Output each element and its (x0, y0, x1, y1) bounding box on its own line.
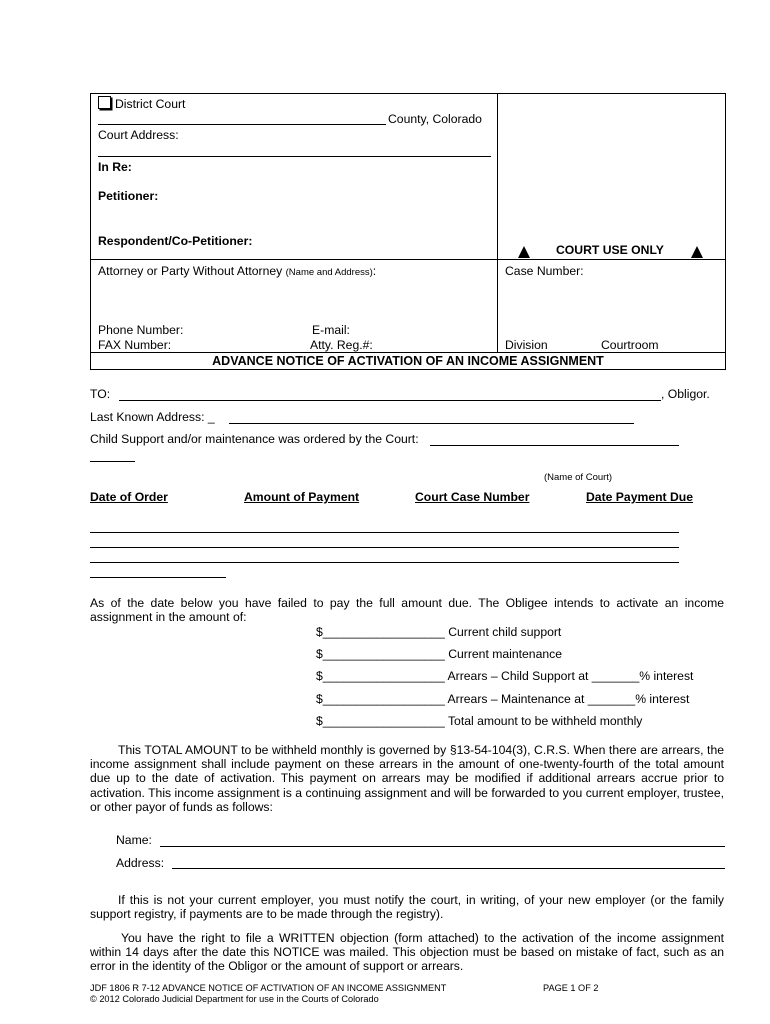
child-support-ordered-label: Child Support and/or maintenance was ordered by the Court: (90, 432, 419, 446)
petitioner-label: Petitioner: (98, 189, 159, 203)
caption-divider-vertical (497, 93, 498, 352)
amount-row[interactable] (316, 647, 562, 661)
amount-row[interactable] (316, 692, 689, 706)
triangle-up-icon (518, 246, 530, 258)
footer-page: PAGE 1 OF 2 (543, 983, 599, 993)
form-title: ADVANCE NOTICE OF ACTIVATION OF AN INCOME ASSIGNMENT (212, 354, 604, 368)
order-line-2[interactable] (90, 547, 679, 548)
order-line-1[interactable] (90, 532, 679, 533)
total-amount-paragraph: This TOTAL AMOUNT to be withheld monthly is governed by §13-54-104(3), C.R.S. When there are arrears, the income assignment shall include payment on these arrears in the amount of one-twenty-fourth of the total amount due up to the date of activation. This payment on arrears may be modified if additional arrears accrue prior to activation. This income assignment is a continuing assignment and will be forwarded to you current employer, trustee, or other payor of funds as follows: (90, 743, 724, 814)
checkbox-icon[interactable] (98, 96, 111, 109)
case-number-label: Case Number: (505, 264, 584, 278)
amount-blank[interactable]: $__________________ (316, 625, 445, 639)
court-address-label: Court Address: (98, 128, 179, 142)
district-court-option[interactable] (98, 96, 185, 111)
attorney-colon: : (372, 264, 377, 278)
court-use-only-label: COURT USE ONLY (556, 243, 664, 257)
fax-label: FAX Number: (98, 338, 172, 352)
county-line[interactable] (98, 124, 386, 125)
obligor-label: , Obligor. (661, 387, 710, 401)
employer-name-line[interactable] (160, 846, 725, 847)
division-label: Division (505, 338, 548, 352)
last-known-address-label: Last Known Address: _ (90, 410, 215, 424)
order-line-4[interactable] (90, 577, 226, 578)
to-label: TO: (90, 387, 111, 401)
court-use-left-arrow (518, 246, 530, 261)
to-line[interactable] (119, 400, 661, 401)
employer-name-label: Name: (116, 833, 152, 847)
amount-label: Arrears – Maintenance at _______% interest (447, 692, 690, 706)
amount-blank[interactable]: $__________________ (316, 669, 445, 683)
amount-label: Current child support (448, 625, 562, 639)
last-known-address-line[interactable] (229, 423, 634, 424)
failed-to-pay-paragraph: As of the date below you have failed to pay the full amount due. The Obligee intends to activate an income assignment in the amount of: (90, 596, 724, 625)
amount-label: Arrears – Child Support at _______% interest (447, 669, 694, 683)
header-amount-of-payment: Amount of Payment (244, 490, 360, 504)
phone-label: Phone Number: (98, 323, 184, 337)
email-label: E-mail: (312, 323, 350, 337)
header-date-payment-due: Date Payment Due (586, 490, 694, 504)
in-re-label: In Re: (98, 160, 132, 174)
amount-row[interactable] (316, 625, 561, 639)
header-court-case-number: Court Case Number (415, 490, 530, 504)
caption-divider-1 (90, 259, 726, 260)
caption-box (90, 93, 726, 370)
respondent-label: Respondent/Co-Petitioner: (98, 234, 253, 248)
objection-paragraph: You have the right to file a WRITTEN objection (form attached) to the activation of the income assignment within 14 days after the date this NOTICE was mailed. This objection must be based on mistake of fact, such as an error in the identity of the Obligor or the amount of support or arrears. (90, 931, 724, 974)
caption-divider-2 (90, 352, 726, 353)
triangle-up-icon (691, 246, 703, 258)
attorney-text: Attorney or Party Without Attorney (98, 264, 283, 278)
attorney-small-text: (Name and Address) (285, 267, 373, 278)
header-date-of-order: Date of Order (90, 490, 168, 504)
notify-paragraph: If this is not your current employer, you must notify the court, in writing, of your new employer (or the family support registry, if payments are to be made through the registry). (90, 893, 724, 922)
employer-address-label: Address: (116, 856, 165, 870)
footer-form-id: JDF 1806 R 7-12 ADVANCE NOTICE OF ACTIVATION OF AN INCOME ASSIGNMENT (90, 983, 447, 993)
name-of-court-label: (Name of Court) (544, 472, 613, 483)
footer-copyright: © 2012 Colorado Judicial Department for use in the Courts of Colorado (90, 994, 379, 1004)
courtroom-label: Courtroom (601, 338, 659, 352)
amount-row[interactable] (316, 669, 693, 683)
court-address-line[interactable] (98, 156, 491, 157)
amount-label: Current maintenance (448, 647, 562, 661)
atty-reg-label: Atty. Reg.#: (310, 338, 373, 352)
county-colorado-label: County, Colorado (388, 112, 482, 126)
court-use-right-arrow (691, 246, 703, 261)
amount-label: Total amount to be withheld monthly (447, 714, 643, 728)
employer-address-line[interactable] (172, 868, 725, 869)
amount-blank[interactable]: $__________________ (316, 692, 445, 706)
district-court-label: District Court (115, 97, 186, 111)
amount-row[interactable] (316, 714, 642, 728)
attorney-label (98, 264, 376, 278)
amount-blank[interactable]: $__________________ (316, 647, 445, 661)
court-name-line[interactable] (430, 445, 679, 446)
amount-blank[interactable]: $__________________ (316, 714, 445, 728)
order-line-3[interactable] (90, 562, 679, 563)
court-name-line-2[interactable] (90, 461, 135, 462)
